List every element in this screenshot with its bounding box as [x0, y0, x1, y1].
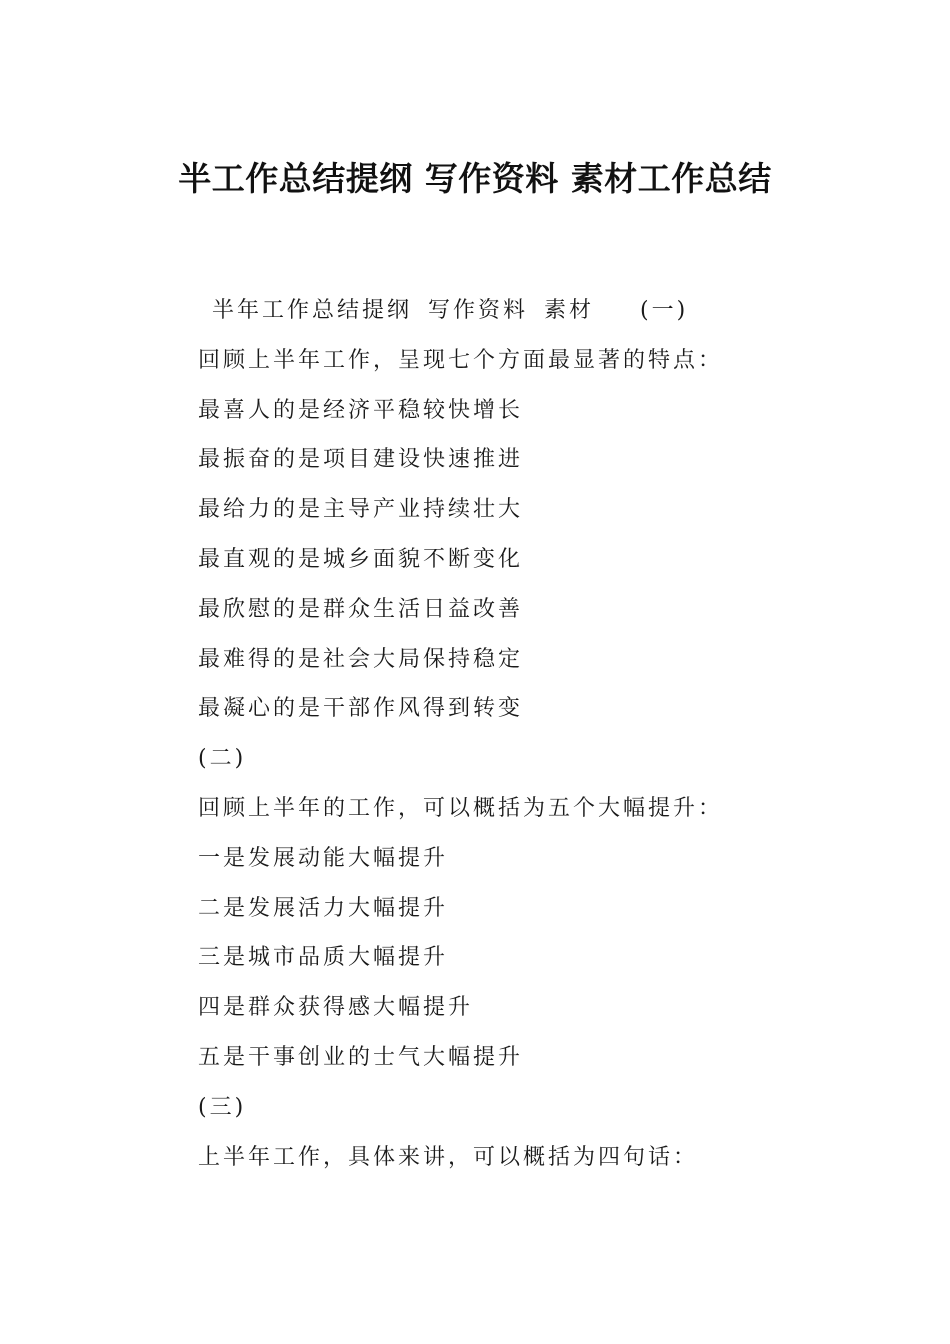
- paragraph-line: 最给力的是主导产业持续壮大: [198, 497, 524, 523]
- paragraph-line: 上半年工作，具体来讲，可以概括为四句话：: [198, 1144, 699, 1170]
- intro-line: [198, 286, 758, 336]
- intro-part-3: 素材: [544, 298, 595, 323]
- paragraph-line: 四是群众获得感大幅提升: [198, 995, 474, 1021]
- paragraph-line: 最直观的是城乡面貌不断变化: [198, 546, 524, 572]
- paragraph-line: 三是城市品质大幅提升: [198, 945, 449, 971]
- intro-part-2: 写作资料: [428, 298, 529, 323]
- paragraph-line: 最欣慰的是群众生活日益改善: [198, 596, 524, 622]
- paragraph-line: 一是发展动能大幅提升: [198, 845, 449, 871]
- paragraph-line: 二是发展活力大幅提升: [198, 895, 449, 921]
- paragraph-line: 最振奋的是项目建设快速推进: [198, 447, 524, 473]
- paragraph-line: 最喜人的是经济平稳较快增长: [198, 397, 524, 423]
- paragraph-line: 五是干事创业的士气大幅提升: [198, 1044, 524, 1070]
- paragraph-line: 回顾上半年的工作，可以概括为五个大幅提升：: [198, 795, 724, 821]
- document-title: 半工作总结提纲 写作资料 素材工作总结: [178, 159, 772, 198]
- document-body: [198, 286, 758, 1182]
- section-marker-3: (三): [198, 1094, 247, 1120]
- paragraph-line: 回顾上半年工作，呈现七个方面最显著的特点：: [198, 347, 724, 373]
- intro-part-1: 半年工作总结提纲: [212, 298, 413, 323]
- paragraph-line: 最凝心的是干部作风得到转变: [198, 696, 524, 722]
- section-marker-2: (二): [198, 746, 247, 772]
- paragraph-line: 最难得的是社会大局保持稳定: [198, 646, 524, 672]
- section-marker-1: (一): [640, 298, 689, 323]
